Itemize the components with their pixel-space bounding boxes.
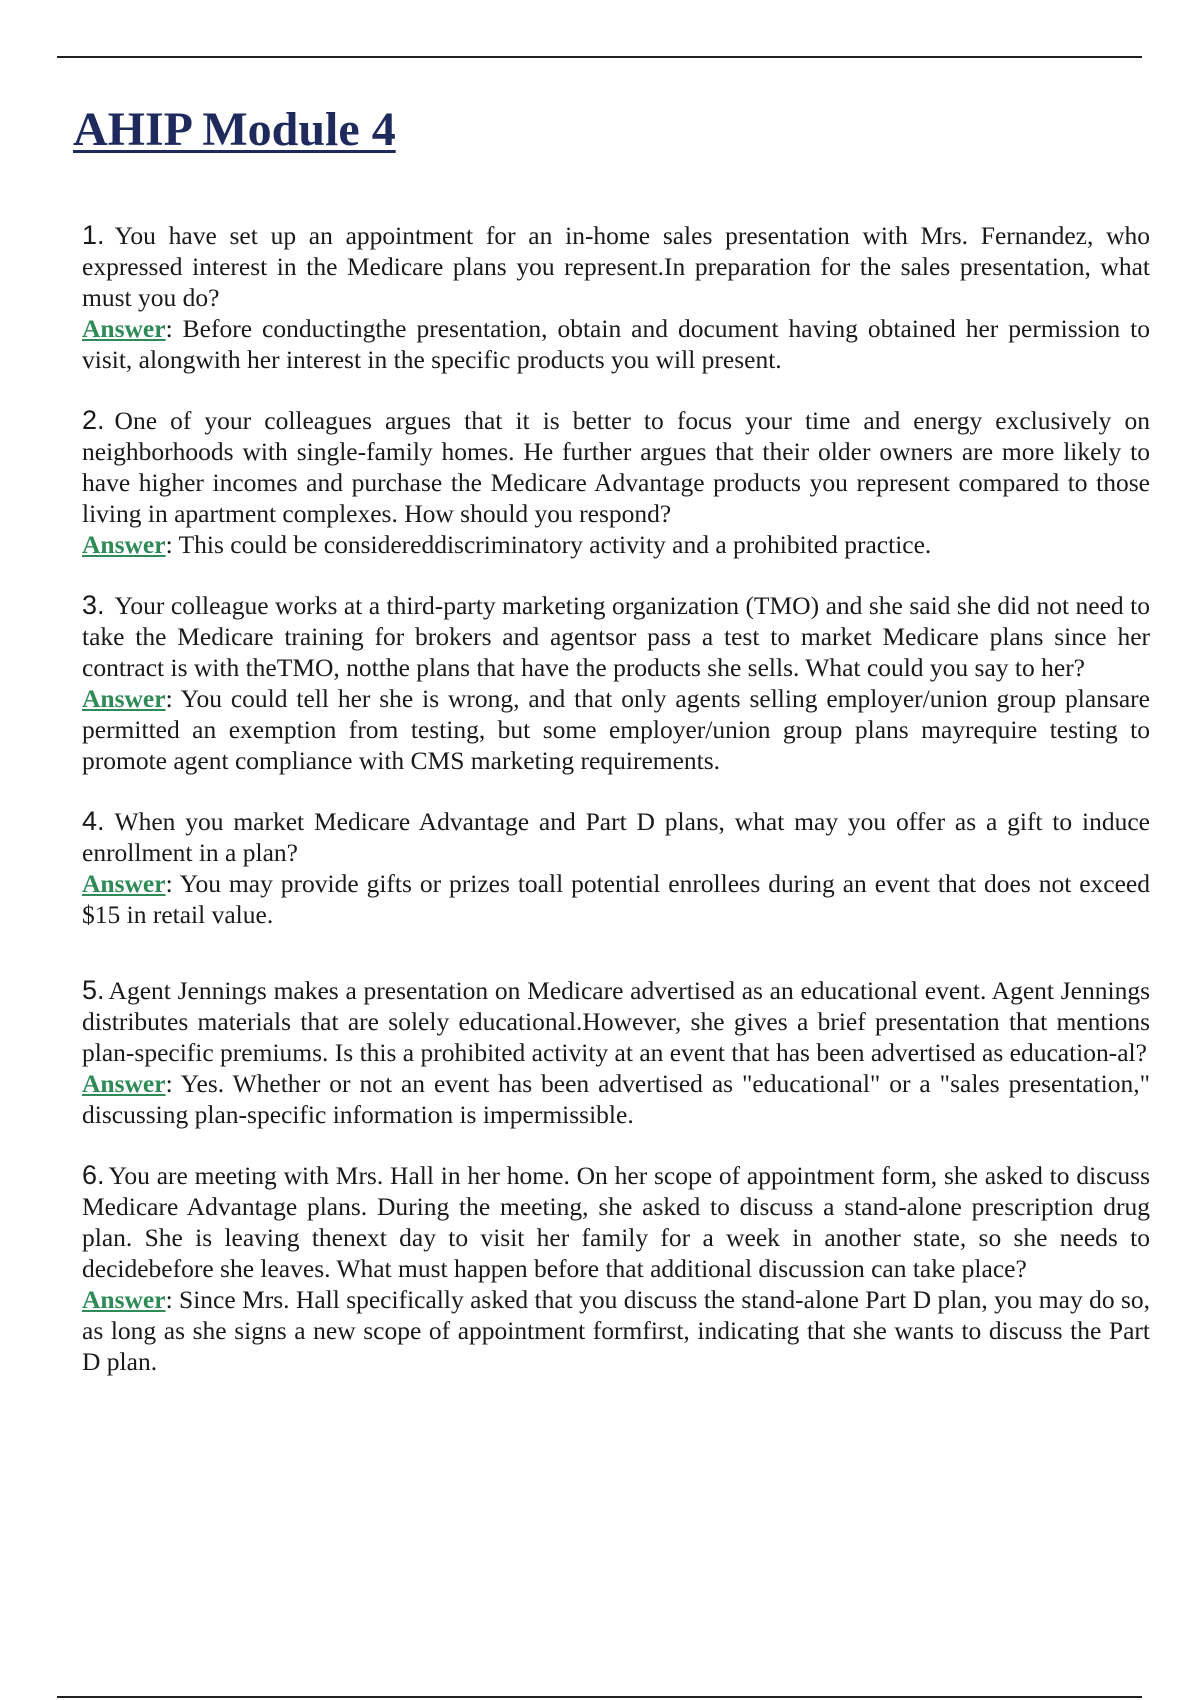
answer-text: : Since Mrs. Hall specifically asked that you discuss the stand-alone Part D plan, you may do so, as long as she signs a new scope of appointment formfirst, indicating that she wants to discuss the Part D plan. [82, 1285, 1150, 1376]
answer-line [82, 868, 1150, 930]
bottom-divider [57, 1696, 1142, 1698]
question-text: When you market Medicare Advantage and Part D plans, what may you offer as a gift to induce enrollment in a plan? [82, 807, 1150, 867]
question-number: 3. [82, 590, 105, 620]
question-number: 2. [82, 405, 105, 435]
answer-label: Answer [82, 1069, 166, 1098]
answer-label: Answer [82, 314, 166, 343]
page-title: AHIP Module 4 [73, 103, 396, 156]
question-text: You are meeting with Mrs. Hall in her home. On her scope of appointment form, she asked to discuss Medicare Advantage plans. During the meeting, she asked to discuss a stand-alone prescription drug plan. She is leaving thenext day to visit her family for a week in another state, so she needs to decidebefore she leaves. What must happen before that additional discussion can take place? [82, 1161, 1150, 1283]
answer-text: : You could tell her she is wrong, and that only agents selling employer/union group plansare permitted an exemption from testing, but some employer/union group plans mayrequire testing to promote agent compliance with CMS marketing requirements. [82, 684, 1150, 775]
question-item [82, 405, 1150, 560]
answer-label: Answer [82, 530, 166, 559]
question-list [82, 220, 1150, 1377]
answer-text: : This could be considereddiscriminatory activity and a prohibited practice. [165, 530, 932, 559]
question-item [82, 806, 1150, 930]
answer-line [82, 313, 1150, 375]
question-number: 1. [82, 220, 105, 250]
question-item [82, 220, 1150, 375]
question-text: You have set up an appointment for an in-home sales presentation with Mrs. Fernandez, who expressed interest in the Medicare plans you represent.In preparation for the sales presentation, what must you do? [82, 221, 1150, 312]
answer-line [82, 1284, 1150, 1377]
question-text: Agent Jennings makes a presentation on Medicare advertised as an educational event. Agent Jennings distributes materials that are solely educational.However, she gives a brief presentation that mentions plan-specific premiums. Is this a prohibited activity at an event that has been advertised as education-al? [82, 976, 1150, 1067]
answer-line [82, 529, 1150, 560]
answer-label: Answer [82, 684, 166, 713]
question-text: One of your colleagues argues that it is better to focus your time and energy exclusively on neighborhoods with single-family homes. He further argues that their older owners are more likely to have higher incomes and purchase the Medicare Advantage products you represent compared to those living in apartment complexes. How should you respond? [82, 406, 1150, 528]
question-item [82, 590, 1150, 776]
answer-text: : Yes. Whether or not an event has been advertised as "educational" or a "sales presentation," discussing plan-specific information is impermissible. [82, 1069, 1150, 1129]
top-divider [57, 56, 1142, 58]
question-number: 5. [82, 975, 105, 1005]
answer-text: : Before conductingthe presentation, obtain and document having obtained her permission to visit, alongwith her interest in the specific products you will present. [82, 314, 1150, 374]
question-number: 6. [82, 1160, 105, 1190]
answer-line [82, 1068, 1150, 1130]
answer-line [82, 683, 1150, 776]
question-number: 4. [82, 806, 105, 836]
question-item [82, 975, 1150, 1130]
question-item [82, 1160, 1150, 1377]
answer-label: Answer [82, 869, 166, 898]
answer-label: Answer [82, 1285, 166, 1314]
question-text: Your colleague works at a third-party marketing organization (TMO) and she said she did not need to take the Medicare training for brokers and agentsor pass a test to market Medicare plans since her contract is with theTMO, notthe plans that have the products she sells. What could you say to her? [82, 591, 1150, 682]
answer-text: : You may provide gifts or prizes toall potential enrollees during an event that does not exceed $15 in retail value. [82, 869, 1150, 929]
